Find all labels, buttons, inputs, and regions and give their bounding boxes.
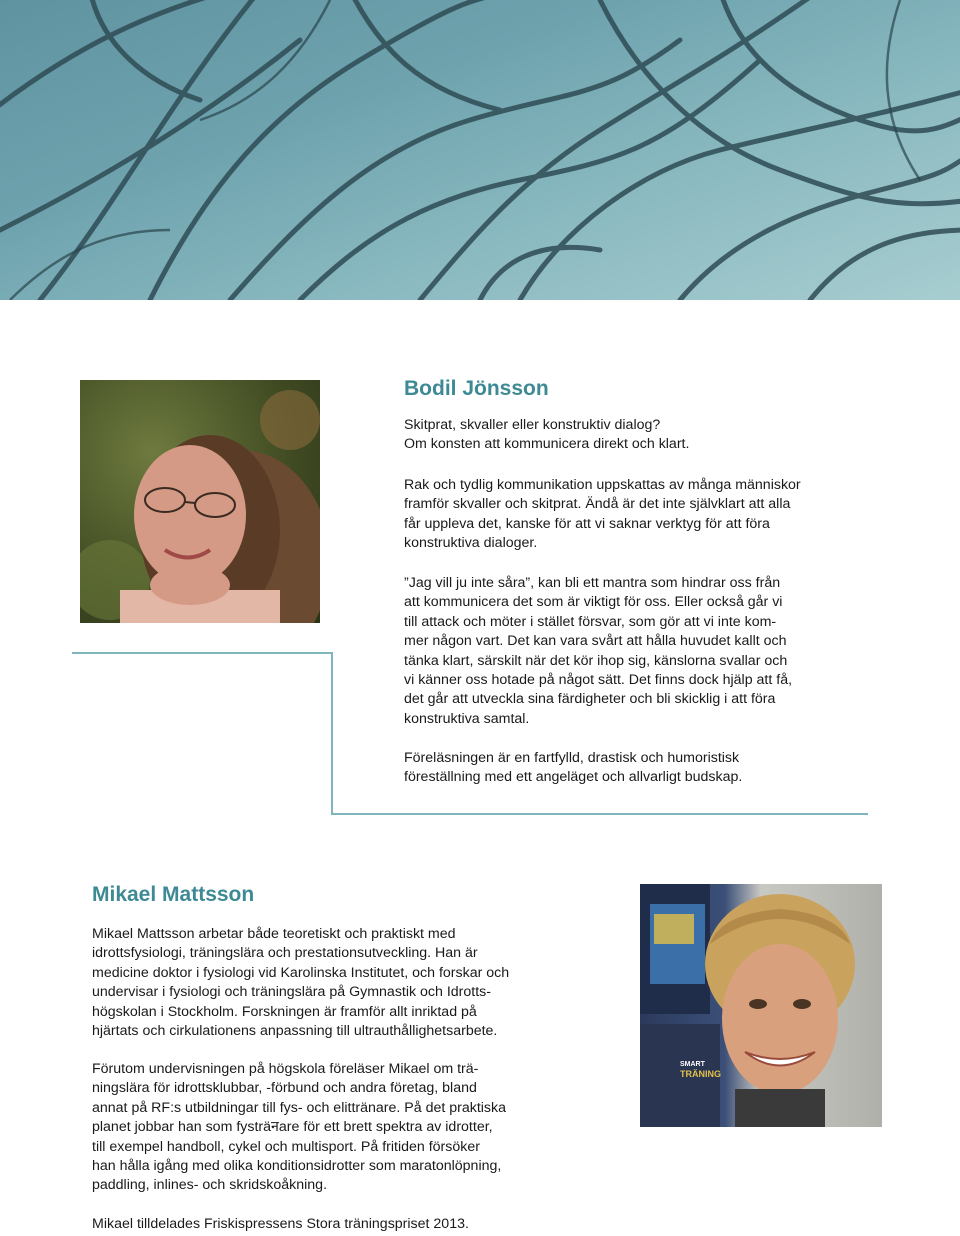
bodil-paragraph-3: Föreläsningen är en fartfylld, drastisk och humoristisk föreställning med ett angeläget och allvarligt budskap.	[404, 750, 743, 786]
glass-pattern-banner	[0, 0, 960, 300]
poster-text-line-2: TRÄNING	[680, 1069, 721, 1079]
bodil-name-heading: Bodil Jönsson	[404, 377, 549, 400]
mikael-paragraph-2: Förutom undervisningen på högskola föreläser Mikael om trä- ningslära för idrottsklubbar, -förbund och andra företag, bland annat på RF:s utbildningar till fys- och elittränare. På det praktiska planet jobbar han som fysträनare för ett brett spektra av idrotter, till exempel handboll, cykel och multisport. På fritiden försöker han hålla igång med olika konditionsidrotter som maratonlöpning, paddling, inlines- och skridskoåkning.	[92, 1061, 507, 1194]
poster-text-line-1: SMART	[680, 1061, 705, 1068]
bodil-paragraph-2: ”Jag vill ju inte såra”, kan bli ett mantra som hindrar oss från att kommunicera det som är viktigt för oss. Eller också går vi till attack och möter i stället försvar, som gör att vi inte kom- mer någon vart. Det kan vara svårt att hålla huvudet kallt och tänka klart, särskilt när det kör ihop sig, känslorna svallar och vi känner oss hotade på något sätt. Det finns dock hjälp att få, det går att utveckla sina färdigheter och bli skicklig i att föra konstruktiva samtal.	[404, 575, 793, 727]
mikael-paragraph-3: Mikael tilldelades Friskispressens Stora träningspriset 2013.	[92, 1216, 469, 1232]
mikael-mattsson-photo	[640, 884, 882, 1127]
divider-horizontal-top	[72, 652, 332, 654]
bodil-paragraph-1: Rak och tydlig kommunikation uppskattas av många människor framför skvaller och skitprat. Ändå är det inte självklart att alla får uppleva det, kanske för att vi saknar verktyg för att föra konstruktiva dialoger.	[404, 477, 801, 552]
header-banner	[0, 0, 960, 300]
divider-horizontal-bottom	[331, 813, 868, 815]
bodil-jonsson-photo	[80, 380, 320, 623]
mikael-name-heading: Mikael Mattsson	[92, 883, 255, 906]
bodil-lead: Skitprat, skvaller eller konstruktiv dialog? Om konsten att kommunicera direkt och klart.	[404, 417, 690, 453]
mikael-paragraph-1: Mikael Mattsson arbetar både teoretiskt och praktiskt med idrottsfysiologi, träningslära och prestationsutveckling. Han är medicine doktor i fysiologi vid Karolinska Institutet, och forskar och undervisar i fysiologi och träningslära på Gymnastik och Idrotts- högskolan i Stockholm. Forskningen är framför allt inriktad på hjärtats och cirkulationens anpassning till ultrauthållighetsarbete.	[92, 926, 510, 1040]
divider-vertical	[331, 652, 333, 814]
